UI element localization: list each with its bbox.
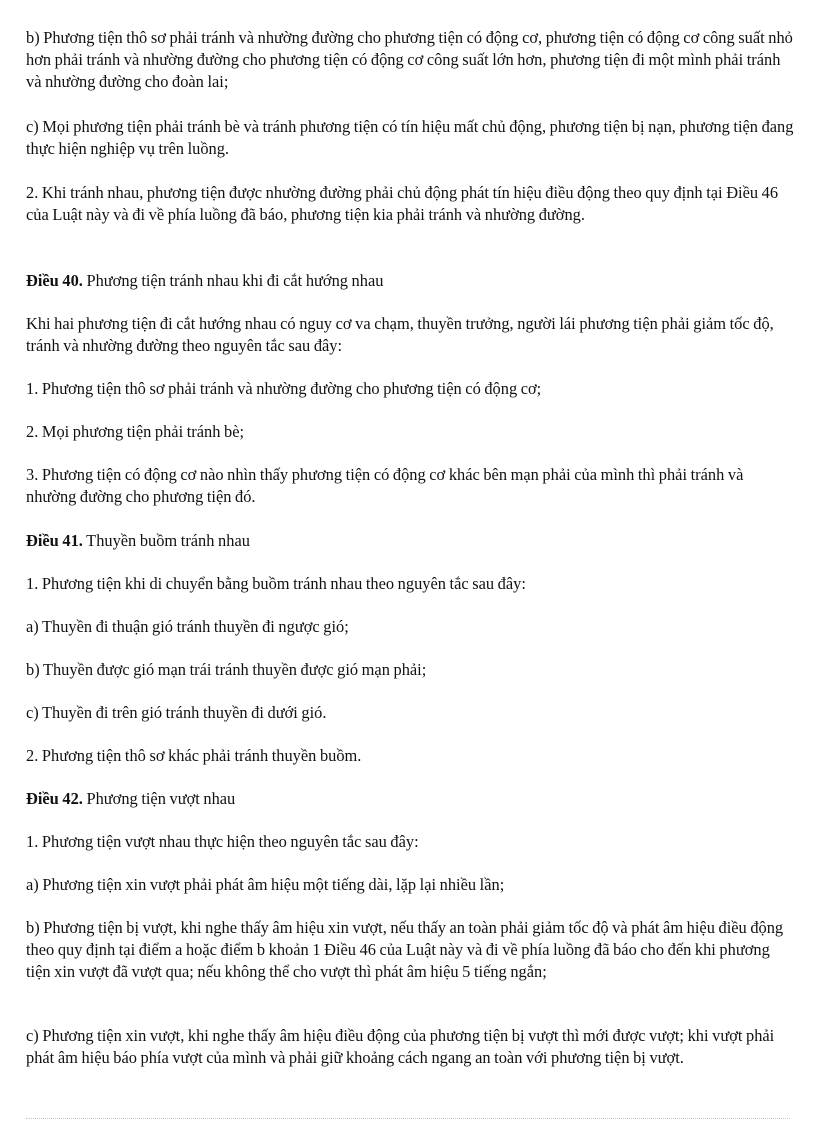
paragraph-15: b) Phương tiện bị vượt, khi nghe thấy âm hiệu xin vượt, nếu thấy an toàn phải giảm tốc độ và phát âm hiệu điều động theo quy định tại điểm a hoặc điểm b khoản 1 Điều 46 của Luật này và đi về phía luồng đã báo cho đến khi phương tiện xin vượt đã vượt qua; nếu không thể cho vượt thì phát âm hiệu 5 tiếng ngắn; <box>26 918 784 981</box>
paragraph-10: b) Thuyền được gió mạn trái tránh thuyền được gió mạn phải; <box>26 660 427 679</box>
article-40-label: Điều 40. <box>26 271 83 290</box>
paragraph-9: a) Thuyền đi thuận gió tránh thuyền đi ngược gió; <box>26 617 349 636</box>
paragraph-6: 2. Mọi phương tiện phải tránh bè; <box>26 422 245 441</box>
paragraph-16: c) Phương tiện xin vượt, khi nghe thấy âm hiệu điều động của phương tiện bị vượt thì mới được vượt; khi vượt phải phát âm hiệu báo phía vượt của mình và phải giữ khoảng cách ngang an toàn với phương tiện bị vượt. <box>26 1026 775 1067</box>
paragraph-8: 1. Phương tiện khi di chuyển bằng buồm tránh nhau theo nguyên tắc sau đây: <box>26 574 526 593</box>
paragraph-12: 2. Phương tiện thô sơ khác phải tránh thuyền buồm. <box>26 746 362 765</box>
paragraph-13: 1. Phương tiện vượt nhau thực hiện theo nguyên tắc sau đây: <box>26 832 419 851</box>
paragraph-14: a) Phương tiện xin vượt phải phát âm hiệu một tiếng dài, lặp lại nhiều lần; <box>26 875 505 894</box>
article-42-heading <box>26 788 796 810</box>
article-41-label: Điều 41. <box>26 531 83 550</box>
paragraph-11: c) Thuyền đi trên gió tránh thuyền đi dưới gió. <box>26 703 327 722</box>
paragraph-2: c) Mọi phương tiện phải tránh bè và tránh phương tiện có tín hiệu mất chủ động, phương tiện bị nạn, phương tiện đang thực hiện nghiệp vụ trên luồng. <box>26 117 794 158</box>
paragraph-5: 1. Phương tiện thô sơ phải tránh và nhường đường cho phương tiện có động cơ; <box>26 379 542 398</box>
article-41-heading <box>26 530 796 552</box>
article-40-heading <box>26 270 796 292</box>
paragraph-7: 3. Phương tiện có động cơ nào nhìn thấy phương tiện có động cơ khác bên mạn phải của mình thì phải tránh và nhường đường cho phương tiện đó. <box>26 465 744 506</box>
paragraph-3: 2. Khi tránh nhau, phương tiện được nhường đường phải chủ động phát tín hiệu điều động theo quy định tại Điều 46 của Luật này và đi về phía luồng đã báo, phương tiện kia phải tránh và nhường đường. <box>26 183 779 224</box>
paragraph-4: Khi hai phương tiện đi cắt hướng nhau có nguy cơ va chạm, thuyền trưởng, người lái phương tiện phải giảm tốc độ, tránh và nhường đường theo nguyên tắc sau đây: <box>26 314 774 355</box>
article-42-label: Điều 42. <box>26 789 83 808</box>
article-41-title: Thuyền buồm tránh nhau <box>82 531 250 550</box>
article-40-title: Phương tiện tránh nhau khi đi cắt hướng nhau <box>82 271 384 290</box>
article-42-title: Phương tiện vượt nhau <box>82 789 236 808</box>
paragraph-1: b) Phương tiện thô sơ phải tránh và nhường đường cho phương tiện có động cơ, phương tiện có động cơ công suất nhỏ hơn phải tránh và nhường đường cho phương tiện có động cơ công suất lớn hơn, phương tiện đi một mình phải tránh và nhường đường cho đoàn lai; <box>26 28 793 91</box>
page-bottom-divider <box>26 1118 790 1119</box>
